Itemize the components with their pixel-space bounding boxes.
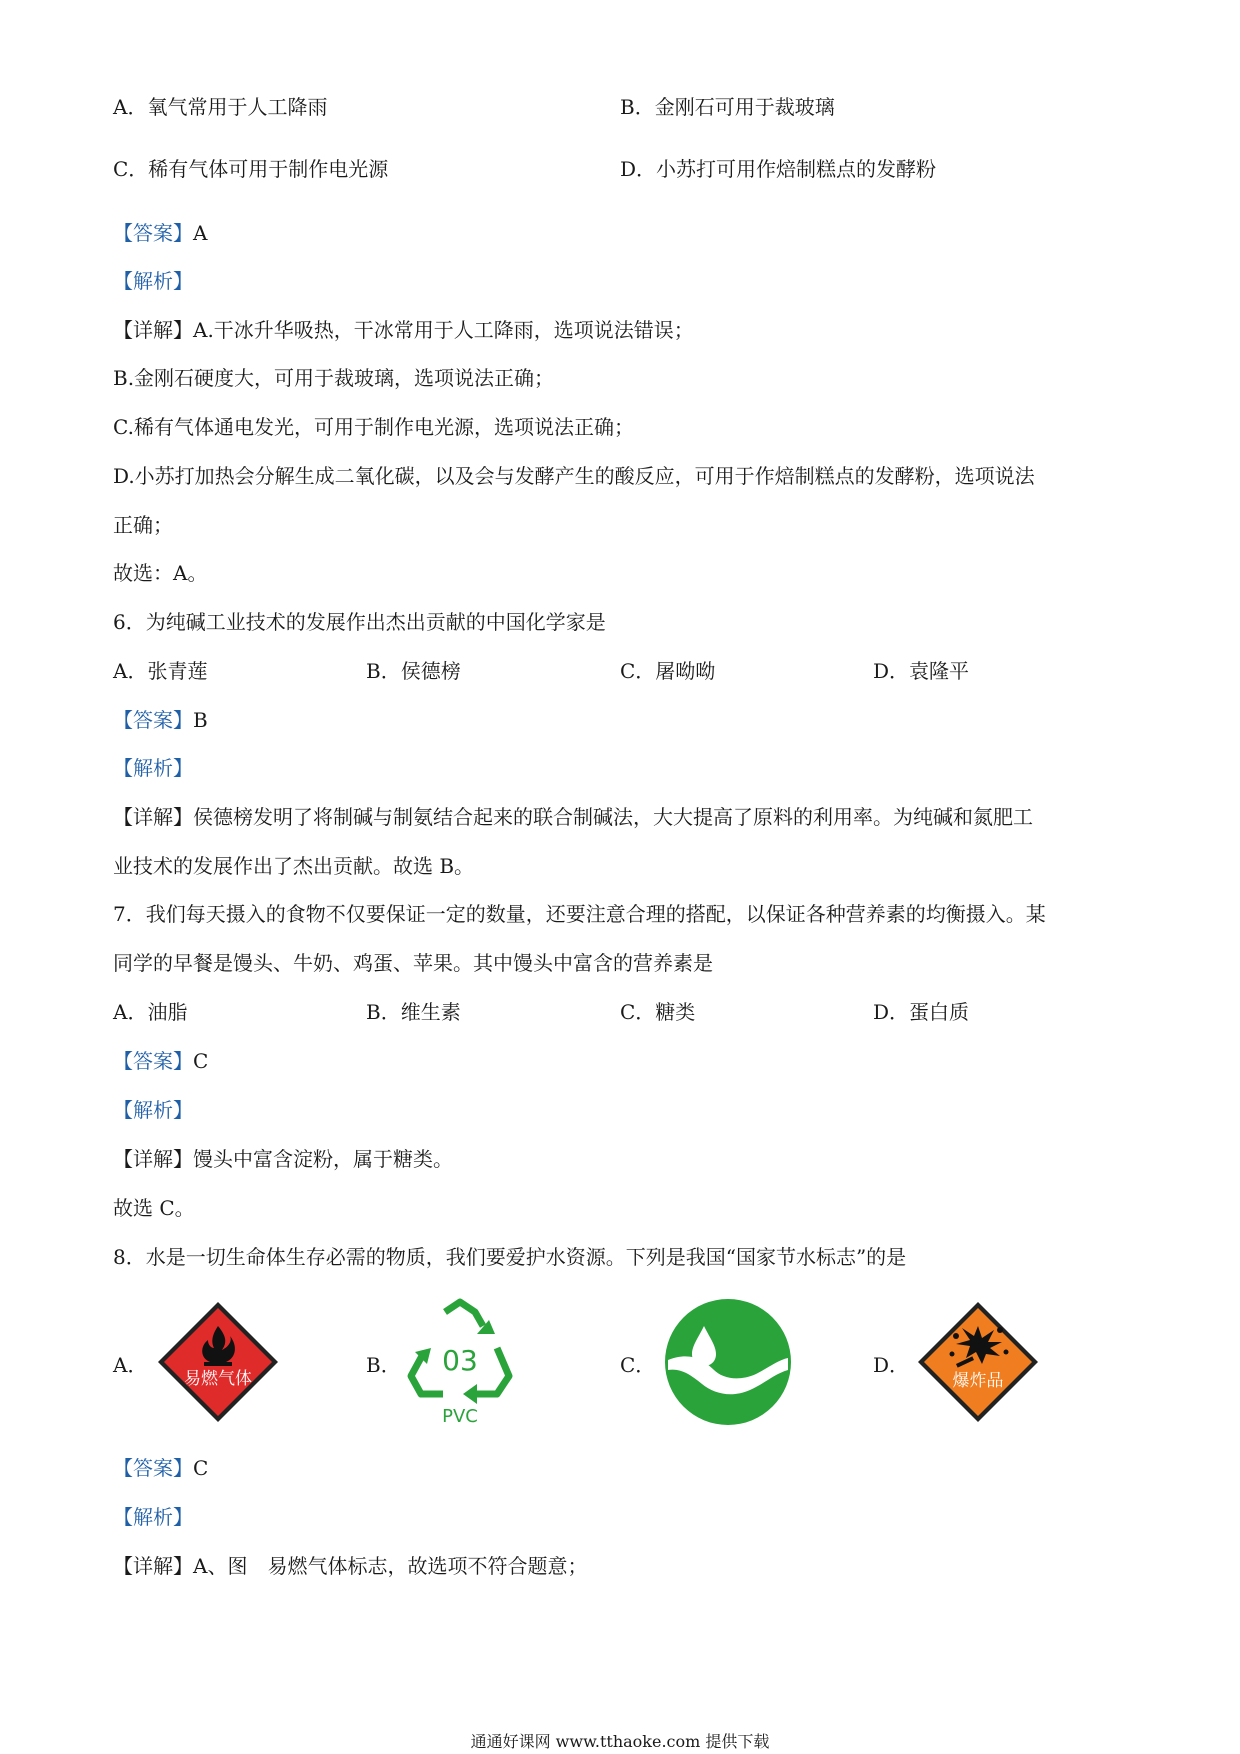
- explosive-sign: [916, 1300, 1040, 1424]
- q7-option-d: D．蛋白质: [873, 1000, 970, 1024]
- q7-answer-line: [113, 1046, 208, 1076]
- explosive-label: 爆炸品: [952, 1371, 1004, 1391]
- q7-stem-1: 7．我们每天摄入的食物不仅要保证一定的数量，还要注意合理的搭配，以保证各种营养素的均衡摄入。某: [113, 902, 1046, 926]
- detail-tag: 【详解】: [113, 318, 193, 342]
- answer-tag: 【答案】: [113, 1456, 193, 1480]
- answer-value: C: [193, 1049, 209, 1073]
- page-footer: 通通好课网 www.tthaoke.com 提供下载: [470, 1732, 770, 1751]
- q8-label-b: B．: [366, 1353, 401, 1377]
- answer-tag: 【答案】: [113, 221, 193, 245]
- q5-answer-line: [113, 218, 207, 248]
- q5-choose: 故选：A。: [113, 561, 208, 585]
- q5-option-d: D．小苏打可用作焙制糕点的发酵粉: [620, 157, 937, 181]
- q8-stem: 8．水是一切生命体生存必需的物质，我们要爱护水资源。下列是我国“国家节水标志”的是: [113, 1245, 907, 1269]
- answer-value: B: [193, 708, 208, 732]
- q5-detail-1: [113, 315, 694, 345]
- answer-tag: 【答案】: [113, 1049, 193, 1073]
- q5-option-a: A．氧气常用于人工降雨: [113, 95, 328, 119]
- flammable-gas-sign: [156, 1300, 280, 1424]
- q5-detail-3: C.稀有气体通电发光，可用于制作电光源，选项说法正确；: [113, 415, 634, 439]
- q7-stem-2: 同学的早餐是馒头、牛奶、鸡蛋、苹果。其中馒头中富含的营养素是: [113, 951, 713, 975]
- q8-answer-line: [113, 1453, 208, 1483]
- analysis-tag: 【解析】: [113, 756, 193, 780]
- answer-value: C: [193, 1456, 209, 1480]
- q7-option-a: A．油脂: [113, 1000, 188, 1024]
- detail-text: 侯德榜发明了将制碱与制氨结合起来的联合制碱法，大大提高了原料的利用率。为纯碱和氮肥工: [193, 805, 1033, 829]
- arrow-right: [477, 1348, 509, 1394]
- detail-tag: 【详解】: [113, 1554, 193, 1578]
- detail-text: A.干冰升华吸热，干冰常用于人工降雨，选项说法错误；: [193, 318, 694, 342]
- detail-tag: 【详解】: [113, 1147, 193, 1171]
- analysis-tag: 【解析】: [113, 1098, 193, 1122]
- analysis-tag: 【解析】: [113, 1505, 193, 1529]
- q8-label-a: A．: [113, 1353, 148, 1377]
- detail-text: 馒头中富含淀粉，属于糖类。: [193, 1147, 453, 1171]
- detail-text: A、图 易燃气体标志，故选项不符合题意；: [193, 1554, 588, 1578]
- q5-option-c: C．稀有气体可用于制作电光源: [113, 157, 389, 181]
- answer-value: A: [193, 221, 208, 245]
- recycle-number: 03: [442, 1344, 478, 1377]
- q7-detail-1: [113, 1144, 453, 1174]
- q6-option-c: C．屠呦呦: [620, 659, 716, 683]
- q8-detail-1: [113, 1551, 587, 1581]
- q6-detail-2: 业技术的发展作出了杰出贡献。故选 B。: [113, 854, 475, 878]
- q7-option-b: B．维生素: [366, 1000, 461, 1024]
- water-saving-sign: [664, 1298, 792, 1426]
- q6-answer-line: [113, 705, 208, 735]
- q7-option-c: C．糖类: [620, 1000, 696, 1024]
- q8-label-d: D．: [873, 1353, 910, 1377]
- q6-option-b: B．侯德榜: [366, 659, 461, 683]
- recycle-code-label: PVC: [442, 1406, 478, 1427]
- q5-detail-5: 正确；: [113, 513, 173, 537]
- q5-detail-4: D.小苏打加热会分解生成二氧化碳，以及会与发酵产生的酸反应，可用于作焙制糕点的发酵粉，选项说法: [113, 464, 1035, 488]
- answer-tag: 【答案】: [113, 708, 193, 732]
- q6-option-a: A．张青莲: [113, 659, 208, 683]
- q7-choose: 故选 C。: [113, 1196, 195, 1220]
- q6-stem: 6．为纯碱工业技术的发展作出杰出贡献的中国化学家是: [113, 610, 606, 634]
- q5-detail-2: B.金刚石硬度大，可用于裁玻璃，选项说法正确；: [113, 366, 555, 390]
- flammable-gas-label: 易燃气体: [184, 1369, 252, 1389]
- q6-detail-1: [113, 802, 1033, 832]
- arrow-top: [445, 1302, 483, 1326]
- pvc-recycling-sign: [405, 1298, 515, 1428]
- q5-option-b: B．金刚石可用于裁玻璃: [620, 95, 835, 119]
- analysis-tag: 【解析】: [113, 269, 193, 293]
- q8-label-c: C．: [620, 1353, 656, 1377]
- detail-tag: 【详解】: [113, 805, 193, 829]
- q6-option-d: D．袁隆平: [873, 659, 970, 683]
